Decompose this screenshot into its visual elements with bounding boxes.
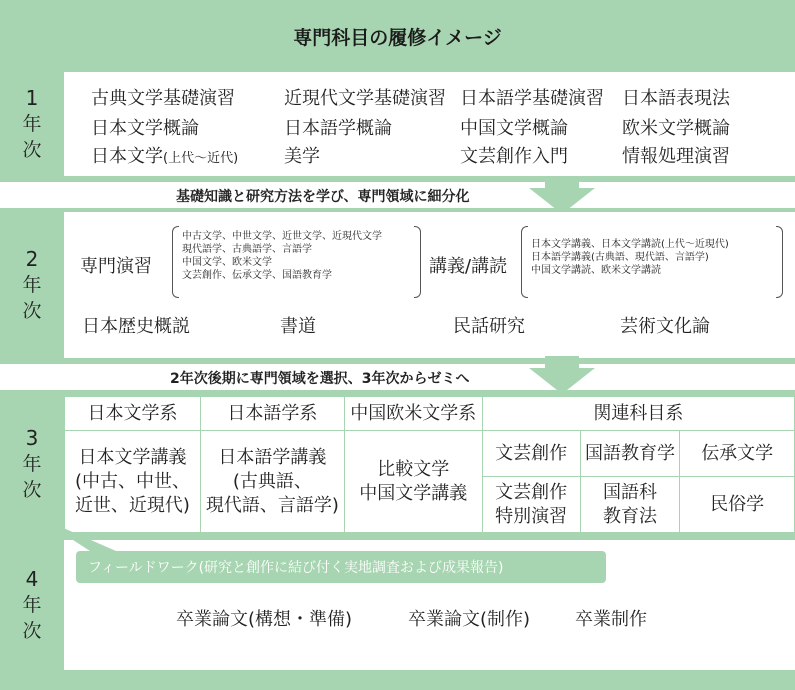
- year-3-nen: 年 次: [22, 453, 42, 501]
- y1-subject-1-4: 日本語表現法: [622, 88, 730, 109]
- y3-hikaku-bungaku: 比較文学 中国文学講義: [344, 431, 482, 533]
- y3-header-kanren: 関連科目系: [482, 397, 794, 431]
- y3-densho-bungaku: 伝承文学: [680, 431, 795, 477]
- y2-seminar-brace-left: [172, 226, 179, 298]
- page-title: 専門科目の履修イメージ: [293, 26, 502, 49]
- y2-lecture-item: 日本語学講義(古典語、現代語、言語学): [531, 252, 709, 263]
- y1-subject-1-2: 近現代文学基礎演習: [284, 88, 446, 109]
- y3-bungei-sosaku-tokubetsu: 文芸創作 特別演習: [482, 477, 580, 533]
- y2-subject-3: 民話研究: [453, 316, 525, 337]
- year-1-label: [0, 72, 64, 176]
- y1-subject-2-4: 欧米文学概論: [622, 118, 730, 139]
- y2-seminar-item: 中国文学、欧米文学: [182, 257, 272, 268]
- y1-subject-3-2: 美学: [284, 146, 320, 167]
- band-2-text: 2年次後期に専門領域を選択、3年次からゼミへ: [170, 371, 470, 387]
- y1-subject-3-1: [91, 142, 238, 168]
- y2-seminar-label: 専門演習: [80, 256, 152, 277]
- down-arrow-icon: [527, 176, 597, 216]
- fieldwork-label: フィールドワーク(研究と創作に結び付く実地調査および成果報告): [76, 551, 606, 583]
- year-2-number: 2: [25, 247, 39, 271]
- year-4-nen: 年 次: [22, 594, 42, 642]
- y3-nihongo-gaku-kogi: 日本語学講義 (古典語、 現代語、言語学): [200, 431, 344, 533]
- y1-nihon-bungaku: 日本文学: [91, 146, 163, 167]
- y1-subject-2-1: 日本文学概論: [91, 118, 199, 139]
- y4-sotsuron-seisaku: 卒業論文(制作): [408, 609, 531, 630]
- y1-subject-3-4: 情報処理演習: [622, 146, 730, 167]
- year-2-label: [0, 212, 64, 358]
- y2-lecture-item: 日本文学講義、日本文学講読(上代～近現代): [531, 239, 729, 250]
- y2-seminar-item: 現代語学、古典語学、言語学: [182, 244, 312, 255]
- y2-subject-1: 日本歴史概説: [82, 316, 190, 337]
- y1-subject-3-3: 文芸創作入門: [460, 146, 568, 167]
- y1-nihon-bungaku-note: (上代～近代): [163, 151, 239, 166]
- y1-subject-2-3: 中国文学概論: [460, 118, 568, 139]
- y2-lecture-item: 中国文学講読、欧米文学講読: [531, 265, 661, 276]
- y2-lecture-label: 講義/講読: [429, 256, 508, 277]
- year-1-number: 1: [25, 86, 39, 110]
- y1-subject-2-2: 日本語学概論: [284, 118, 392, 139]
- y2-lecture-brace-right: [776, 226, 783, 298]
- y4-sotsugyo-seisaku: 卒業制作: [575, 609, 647, 630]
- year-2-nen: 年 次: [22, 274, 42, 322]
- y2-lecture-items: [531, 238, 729, 277]
- y3-header-nihon-bungaku: 日本文学系: [65, 397, 201, 431]
- y1-subject-1-1: 古典文学基礎演習: [91, 88, 235, 109]
- band-1-text: 基礎知識と研究方法を学び、専門領域に細分化: [176, 189, 470, 205]
- y3-bungei-sosaku: 文芸創作: [482, 431, 580, 477]
- y2-seminar-items: [182, 230, 382, 282]
- year-1-nen: 年 次: [22, 113, 42, 161]
- y4-sotsuron-koso: 卒業論文(構想・準備): [176, 609, 353, 630]
- year-3-number: 3: [25, 426, 39, 450]
- y3-header-chugoku-obei: 中国欧米文学系: [344, 397, 482, 431]
- y3-header-nihongo-gaku: 日本語学系: [200, 397, 344, 431]
- y3-nihon-bungaku-kogi: 日本文学講義 (中古、中世、 近世、近現代): [65, 431, 201, 533]
- year-3-table: [64, 396, 795, 533]
- y3-kokugoka-kyoikuho: 国語科 教育法: [580, 477, 680, 533]
- y2-seminar-brace-right: [414, 226, 421, 298]
- y2-seminar-item: 中古文学、中世文学、近世文学、近現代文学: [182, 231, 382, 242]
- y2-lecture-brace-left: [521, 226, 528, 298]
- y3-kokugo-kyoiku: 国語教育学: [580, 431, 680, 477]
- y1-subject-1-3: 日本語学基礎演習: [460, 88, 604, 109]
- y2-seminar-item: 文芸創作、伝承文学、国語教育学: [182, 270, 332, 281]
- y2-subject-4: 芸術文化論: [620, 316, 710, 337]
- y3-minzokugaku: 民俗学: [680, 477, 795, 533]
- year-4-number: 4: [25, 567, 39, 591]
- down-arrow-icon: [527, 356, 597, 396]
- y2-subject-2: 書道: [280, 316, 316, 337]
